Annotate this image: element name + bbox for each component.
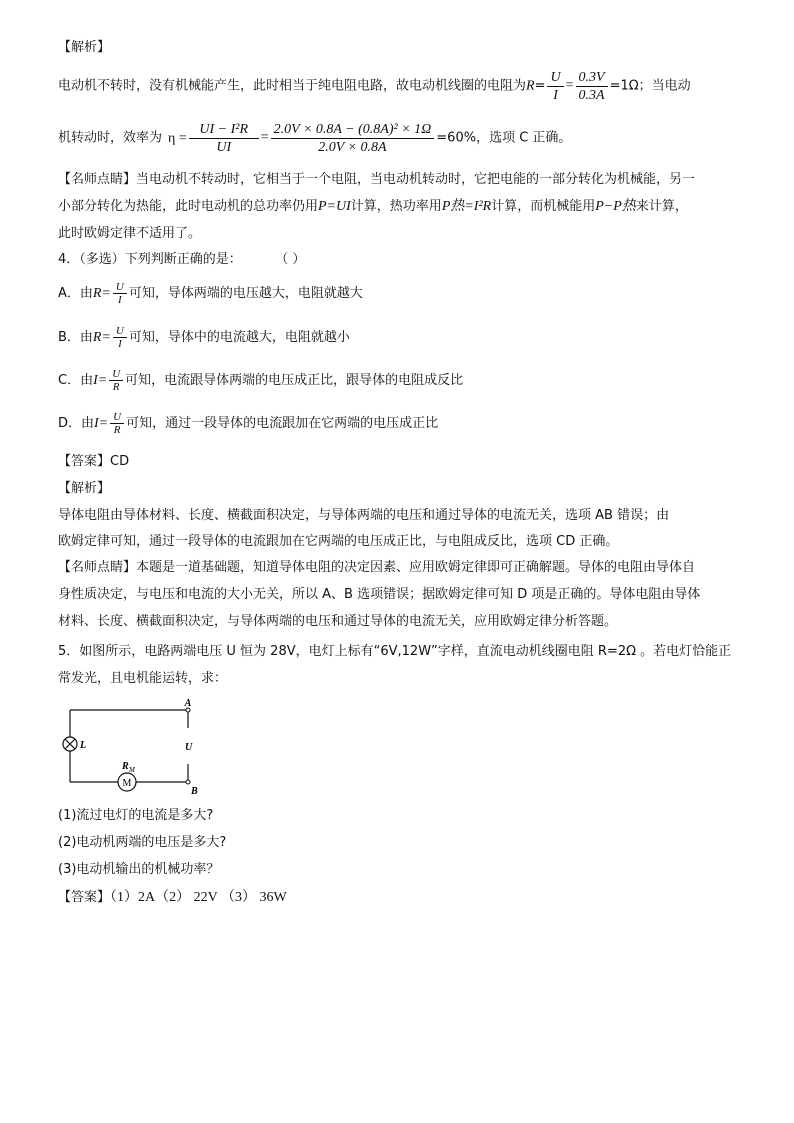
teacher-tip-2-line-3: 材料、长度、横截面积决定，与导体两端的电压和通过导体的电流无关，应用欧姆定律分析答题。 <box>58 614 618 629</box>
label-a: A <box>184 698 192 709</box>
label-r: R <box>122 761 129 772</box>
question-5-line-1: 5．如图所示，电路两端电压 U 恒为 28V，电灯上标有“6V,12W”字样，直流电动机线圈电阻 R=2Ω 。若电灯恰能正 <box>58 644 732 659</box>
teacher-tip-2-line-1: 【名师点睛】本题是一道基础题，知道导体电阻的决定因素、应用欧姆定律即可正确解题。导体的电阻由导体自 <box>58 560 696 575</box>
question-5-sub-1: (1)流过电灯的电流是多大? <box>58 808 214 823</box>
question-5-line-2: 常发光，且电机能运转，求： <box>58 671 228 686</box>
question-4-stem: 4．（多选）下列判断正确的是： （ ） <box>58 252 306 267</box>
question-4-analysis-line-1: 导体电阻由导体材料、长度、横截面积决定，与导体两端的电压和通过导体的电流无关，选项 AB 错误；由 <box>58 508 670 523</box>
label-u: U <box>185 742 193 753</box>
fraction-efficiency-formula: $\frac{\text{UI − I²R}}{UI}$ <box>189 121 259 156</box>
lamp-symbol <box>63 737 77 751</box>
question-4-analysis-line-2: 欧姆定律可知，通过一段导体的电流跟加在它两端的电压成正比，与电阻成反比，选项 CD 正确。 <box>58 534 619 549</box>
teacher-tip-1-line-1: 【名师点睛】当电动机不转动时，它相当于一个电阻，当电动机转动时，它把电能的一部分转化为机械能，另一 <box>58 172 696 187</box>
question-5-sub-3: (3)电动机输出的机械功率？ <box>58 862 220 877</box>
fraction-values: $\frac{0.3V}{0.3A}$ <box>576 69 608 104</box>
analysis-paragraph-1: 电动机不转时，没有机械能产生，此时相当于纯电阻电路，故电动机线圈的电阻为R= $\frac{U}{I}$ = $\frac{0.3V}{0.3A}$ =1Ω；当电动 <box>58 69 691 103</box>
label-r-subscript: M <box>129 766 135 774</box>
fraction-efficiency-values: $\frac{\text{2.0V × 0.8A − (0.8A)² × 1Ω}}{2.0V \times 0.8A}$ <box>271 121 435 156</box>
analysis-paragraph-2: 机转动时，效率为 η = $\frac{\text{UI − I²R}}{UI}$ = $\frac{\text{2.0V × 0.8A − (0.8A)² × 1Ω}}{2.0V \times 0.8A}$ =60%，选项 C 正确。 <box>58 121 572 155</box>
label-b: B <box>191 786 198 797</box>
question-4-option-b: B．由R= $\frac{U}{I}$ 可知，导体中的电流越大，电阻就越小 <box>58 325 350 350</box>
teacher-tip-1-line-2: 小部分转化为热能，此时电动机的总功率仍用P=UI计算，热功率用P热=I²R计算，而机械能用P−P热来计算， <box>58 199 688 214</box>
question-4-answer: 【答案】CD <box>58 454 130 469</box>
question-4-option-d: D．由I= $\frac{U}{R}$ 可知，通过一段导体的电流跟加在它两端的电压成正比 <box>58 411 439 436</box>
terminal-b <box>186 780 190 784</box>
fraction-u-over-i: $\frac{U}{I}$ <box>547 69 563 104</box>
question-4-option-a: A．由R= $\frac{U}{I}$ 可知，导体两端的电压越大，电阻就越大 <box>58 281 363 306</box>
question-5-sub-2: (2)电动机两端的电压是多大? <box>58 835 227 850</box>
label-l: L <box>80 740 87 751</box>
question-4-option-c: C．由I= $\frac{U}{R}$ 可知，电流跟导体两端的电压成正比，跟导体的电阻成反比 <box>58 368 464 393</box>
motor-symbol <box>118 773 136 791</box>
teacher-tip-1-line-3: 此时欧姆定律不适用了。 <box>58 226 202 241</box>
circuit-diagram <box>60 698 210 798</box>
svg-text:M: M <box>122 778 132 789</box>
analysis-heading-2: 【解析】 <box>58 481 111 496</box>
question-5-answer: 【答案】（1）2A（2） 22V （3） 36W <box>58 890 287 905</box>
teacher-tip-2-line-2: 身性质决定，与电压和电流的大小无关，所以 A、B 选项错误；据欧姆定律可知 D 项是正确的。导体电阻由导体 <box>58 587 701 602</box>
analysis-heading-1: 【解析】 <box>58 40 111 55</box>
